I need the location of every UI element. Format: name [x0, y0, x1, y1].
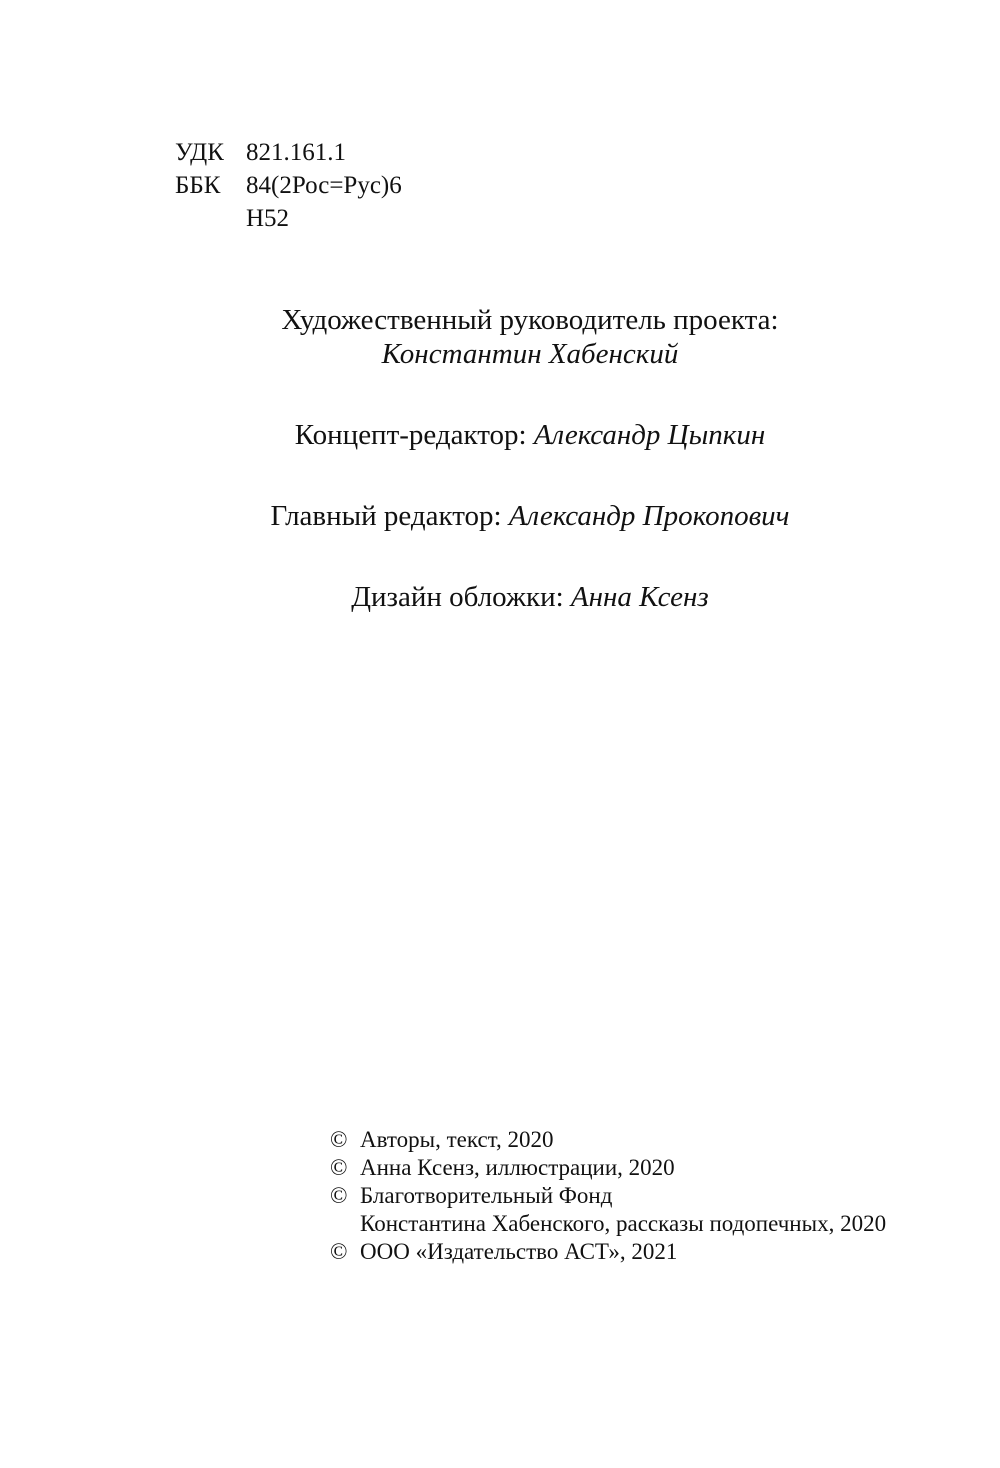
credit-name: Анна Ксенз — [570, 581, 709, 613]
bibliographic-codes-block — [175, 136, 402, 235]
bbk-value: 84(2Рос=Рус)6 — [246, 172, 402, 199]
copyright-text: ООО «Издательство АСТ», 2021 — [360, 1239, 678, 1264]
credit-concept-editor — [60, 418, 1000, 452]
copyright-text: Авторы, текст, 2020 — [360, 1127, 554, 1152]
h52-label-spacer — [175, 202, 246, 235]
biblio-row-udk — [175, 136, 402, 169]
biblio-row-h52 — [175, 202, 402, 235]
copyright-line-illustrations — [330, 1154, 886, 1182]
credit-role: Художественный руководитель проекта: — [281, 304, 779, 336]
credit-role: Дизайн обложки: — [351, 581, 564, 613]
copyright-symbol: © — [330, 1239, 348, 1264]
copyright-symbol: © — [330, 1183, 348, 1208]
credit-role: Концепт-редактор: — [294, 419, 527, 451]
copyright-line-authors — [330, 1126, 886, 1154]
copyright-symbol: © — [330, 1155, 348, 1180]
credit-role: Главный редактор: — [270, 500, 502, 532]
credit-name: Александр Цыпкин — [533, 419, 766, 451]
biblio-row-bbk — [175, 169, 402, 202]
udk-value: 821.161.1 — [246, 139, 346, 166]
credit-chief-editor — [60, 499, 1000, 533]
h52-value: Н52 — [246, 205, 290, 232]
copyright-text: Благотворительный Фонд — [360, 1183, 613, 1208]
copyright-line-publisher — [330, 1238, 886, 1266]
copyright-line-foundation — [330, 1182, 886, 1210]
copyright-symbol: © — [330, 1127, 348, 1152]
credit-cover-design — [60, 580, 1000, 614]
copyright-line-foundation-continued — [330, 1210, 886, 1238]
credits-block — [60, 303, 1000, 661]
bbk-label: ББК — [175, 172, 221, 199]
credit-name: Константин Хабенский — [381, 338, 679, 370]
copyright-block — [330, 1126, 886, 1266]
udk-label: УДК — [175, 139, 224, 166]
copyright-text: Константина Хабенского, рассказы подопечных, 2020 — [360, 1211, 887, 1236]
credit-art-director — [60, 303, 1000, 371]
credit-name: Александр Прокопович — [508, 500, 790, 532]
copyright-text: Анна Ксенз, иллюстрации, 2020 — [360, 1155, 675, 1180]
